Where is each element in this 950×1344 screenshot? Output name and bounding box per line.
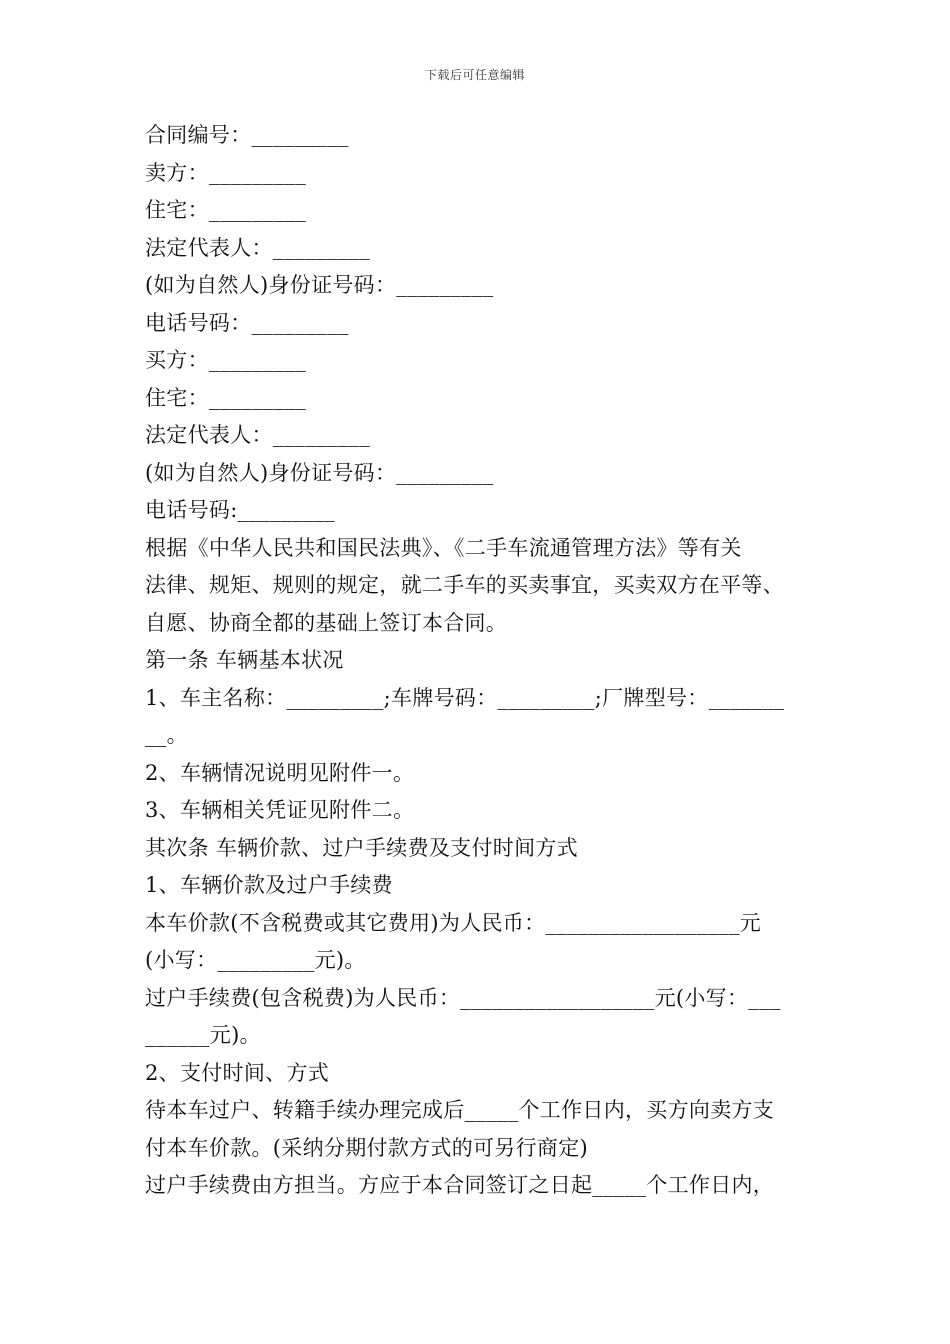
preamble-line-2: 法律、规矩、规则的规定，就二手车的买卖事宜，买卖双方在平等、: [145, 573, 784, 597]
transfer-fee-terms-line: 过户手续费由方担当。方应于本合同签订之日起_____个工作日内，: [145, 1173, 775, 1197]
seller-id-number-line: (如为自然人)身份证号码：_________: [145, 273, 494, 297]
transfer-fee-cont-line: ______元)。: [145, 1023, 261, 1047]
seller-residence-line: 住宅：_________: [145, 198, 307, 222]
payment-terms-line-1: 待本车过户、转籍手续办理完成后_____个工作日内，买方向卖方支: [145, 1098, 775, 1122]
article-2-heading: 其次条 车辆价款、过户手续费及支付时间方式: [145, 835, 578, 860]
transfer-fee-line: 过户手续费(包含税费)为人民币：__________________元(小写：___: [145, 985, 781, 1010]
buyer-residence-line: 住宅：_________: [145, 385, 307, 410]
article-1-item-1-cont: __。: [145, 723, 188, 747]
buyer-legal-rep-line: 法定代表人：_________: [145, 423, 370, 447]
article-2-item-1: 1、车辆价款及过户手续费: [145, 873, 393, 897]
vehicle-price-lowercase-line: (小写：_________元)。: [145, 948, 366, 972]
page-header-note: 下载后可任意编辑: [424, 68, 525, 82]
payment-terms-line-2: 付本车价款。(采纳分期付款方式的可另行商定): [145, 1135, 588, 1160]
article-1-item-1: 1、车主名称：_________;车牌号码：_________;厂牌型号：_______: [145, 685, 785, 710]
buyer-phone-line: 电话号码:_________: [145, 498, 335, 522]
preamble-line-1: 根据《中华人民共和国民法典》、《二手车流通管理方法》等有关: [145, 535, 742, 560]
seller-phone-line: 电话号码：_________: [145, 310, 349, 335]
article-1-heading: 第一条 车辆基本状况: [145, 648, 344, 672]
seller-legal-rep-line: 法定代表人：_________: [145, 235, 370, 260]
contract-body: [145, 117, 845, 1205]
vehicle-price-line: 本车价款(不含税费或其它费用)为人民币：__________________元: [145, 910, 762, 935]
contract-number-line: 合同编号：_________: [145, 123, 349, 147]
buyer-id-number-line: (如为自然人)身份证号码：_________: [145, 460, 494, 485]
preamble-line-3: 自愿、协商全都的基础上签订本合同。: [145, 610, 508, 635]
article-1-item-3: 3、车辆相关凭证见附件二。: [145, 798, 415, 822]
article-1-item-2: 2、车辆情况说明见附件一。: [145, 760, 415, 785]
article-2-item-2: 2、支付时间、方式: [145, 1060, 330, 1085]
buyer-line: 买方：_________: [145, 348, 307, 372]
seller-line: 卖方：_________: [145, 160, 307, 185]
